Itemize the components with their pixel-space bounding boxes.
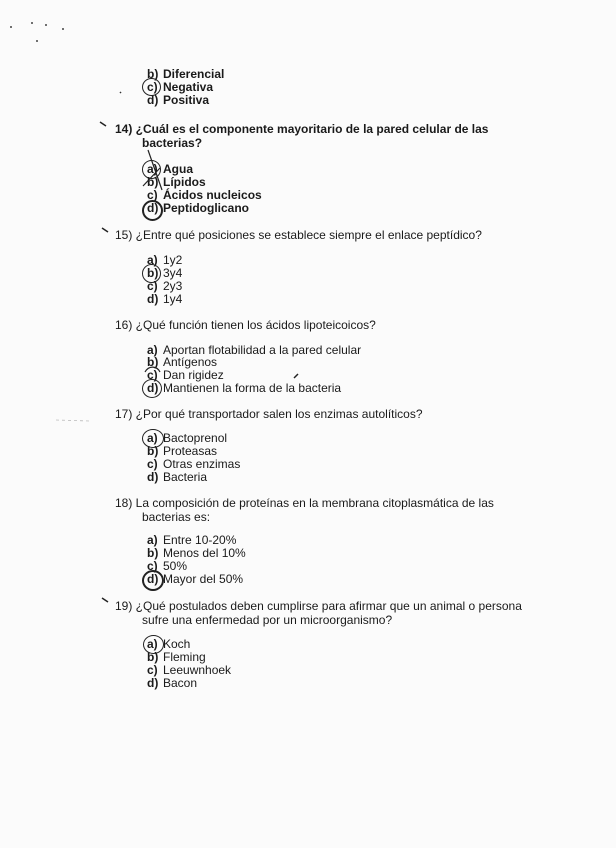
option-text: Menos del 10% xyxy=(163,546,246,560)
tick-mark xyxy=(102,228,108,232)
option-letter: b) xyxy=(147,355,159,369)
option-letter: d) xyxy=(147,381,159,395)
stray-mark xyxy=(294,374,298,378)
option-text: Mayor del 50% xyxy=(163,572,244,586)
option-letter: c) xyxy=(147,368,158,382)
option-text: Bacon xyxy=(163,676,198,690)
option-text: Lípidos xyxy=(163,175,206,189)
option-text: Bactoprenol xyxy=(163,431,228,445)
crossout-mark xyxy=(148,150,162,190)
stray-mark xyxy=(56,420,90,421)
option-text: Diferencial xyxy=(163,67,225,81)
option-letter: a) xyxy=(147,637,158,651)
stray-mark xyxy=(120,92,121,93)
question-text: 15) ¿Entre qué posiciones se establece siempre el enlace peptídico? xyxy=(115,228,482,242)
option-text: 2y3 xyxy=(163,279,183,293)
option-text: 1y4 xyxy=(163,292,183,306)
option-text: Bacteria xyxy=(163,470,208,484)
option-letter: d) xyxy=(147,292,159,306)
option-text: Positiva xyxy=(163,93,210,107)
question-text-continued: bacterias? xyxy=(142,136,203,150)
option-letter: d) xyxy=(147,93,159,107)
option-letter: b) xyxy=(147,546,159,560)
option-text: Proteasas xyxy=(163,444,218,458)
option-text: Ácidos nucleicos xyxy=(163,188,262,202)
option-letter: c) xyxy=(147,559,158,573)
option-text: Fleming xyxy=(163,650,206,664)
option-text: Leeuwnhoek xyxy=(163,663,232,677)
option-letter: a) xyxy=(147,162,158,176)
option-letter: a) xyxy=(147,431,158,445)
question-text-continued: sufre una enfermedad por un microorganismo? xyxy=(142,613,393,627)
option-text: Agua xyxy=(163,162,193,176)
option-text: Entre 10-20% xyxy=(163,533,237,547)
option-letter: d) xyxy=(147,201,159,215)
option-text: Aportan flotabilidad a la pared celular xyxy=(163,343,362,357)
option-letter: d) xyxy=(147,676,159,690)
option-letter: a) xyxy=(147,253,158,267)
option-letter: b) xyxy=(147,650,159,664)
question-text: 17) ¿Por qué transportador salen los enzimas autolíticos? xyxy=(115,407,423,421)
question-text: 18) La composición de proteínas en la membrana citoplasmática de las xyxy=(115,496,494,510)
option-letter: c) xyxy=(147,80,158,94)
option-text: Antígenos xyxy=(163,355,218,369)
option-letter: c) xyxy=(147,663,158,677)
option-text: Otras enzimas xyxy=(163,457,241,471)
option-text: Peptidoglicano xyxy=(163,201,250,215)
option-text: 50% xyxy=(163,559,188,573)
question-text: 19) ¿Qué postulados deben cumplirse para afirmar que un animal o persona xyxy=(115,599,522,613)
option-letter: a) xyxy=(147,343,158,357)
option-letter: a) xyxy=(147,533,158,547)
option-letter: b) xyxy=(147,266,159,280)
option-letter: b) xyxy=(147,444,159,458)
option-letter: c) xyxy=(147,279,158,293)
question-text: 16) ¿Qué función tienen los ácidos lipoteicoicos? xyxy=(115,318,376,332)
option-text: Dan rigidez xyxy=(163,368,224,382)
tick-mark xyxy=(102,598,108,602)
option-letter: b) xyxy=(147,175,159,189)
option-text: Koch xyxy=(163,637,191,651)
option-letter: b) xyxy=(147,67,159,81)
option-letter: c) xyxy=(147,457,158,471)
option-text: Negativa xyxy=(163,80,214,94)
option-text: 3y4 xyxy=(163,266,183,280)
option-letter: d) xyxy=(147,572,159,586)
stray-mark xyxy=(145,367,160,372)
option-letter: d) xyxy=(147,470,159,484)
option-letter: c) xyxy=(147,188,158,202)
option-text: 1y2 xyxy=(163,253,183,267)
question-text: 14) ¿Cuál es el componente mayoritario de la pared celular de las xyxy=(115,122,489,136)
tick-mark xyxy=(100,122,106,126)
option-text: Mantienen la forma de la bacteria xyxy=(163,381,342,395)
question-text-continued: bacterias es: xyxy=(142,510,211,524)
